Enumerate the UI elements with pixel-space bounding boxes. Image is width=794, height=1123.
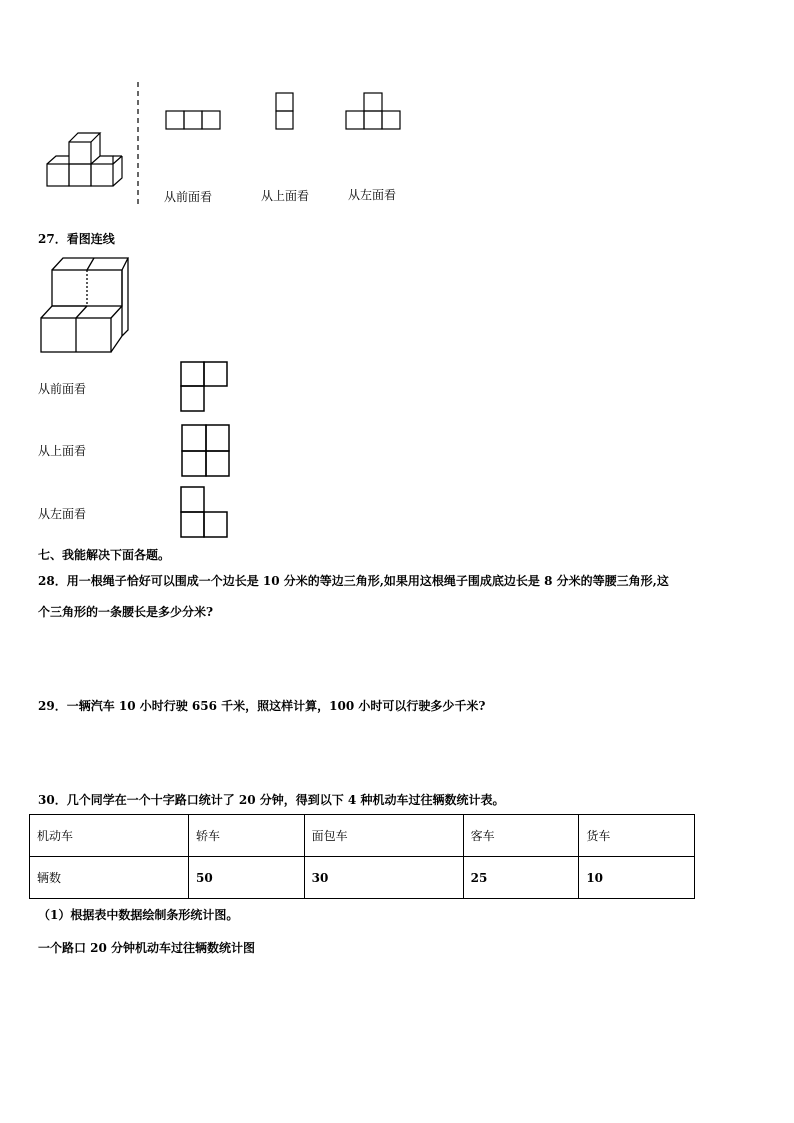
question-27-title: 27．看图连线 [38, 232, 115, 246]
table-header-row [30, 815, 695, 857]
question-29-text: 29．一辆汽车 10 小时行驶 656 千米，照这样计算，100 小时可以行驶多少千米? [38, 699, 486, 713]
table-cell: 50 [189, 857, 305, 899]
vehicle-count-table [29, 814, 695, 899]
table-cell: 辆数 [30, 857, 189, 899]
table-cell: 25 [463, 857, 579, 899]
table-cell: 机动车 [30, 815, 189, 857]
q27-solid-figure [0, 0, 794, 380]
chart-title: 一个路口 20 分钟机动车过往辆数统计图 [38, 941, 256, 955]
table-cell: 10 [579, 857, 695, 899]
q27-view-b [182, 425, 229, 476]
section-7-heading: 七、我能解决下面各题。 [38, 548, 171, 562]
q27-label-front: 从前面看 [38, 382, 87, 396]
q27-view-c [181, 487, 227, 537]
table-cell: 客车 [463, 815, 579, 857]
question-30-intro: 30．几个同学在一个十字路口统计了 20 分钟，得到以下 4 种机动车过往辆数统计表。 [38, 793, 505, 807]
front-view-label: 从前面看 [164, 190, 213, 204]
question-28-line2: 个三角形的一条腰长是多少分米? [38, 605, 214, 619]
q27-label-left: 从左面看 [38, 507, 87, 521]
q27-label-top: 从上面看 [38, 444, 87, 458]
table-cell: 面包车 [304, 815, 463, 857]
table-row [30, 857, 695, 899]
table-cell: 轿车 [189, 815, 305, 857]
q27-view-a [181, 362, 227, 411]
table-cell: 货车 [579, 815, 695, 857]
table-cell: 30 [304, 857, 463, 899]
left-view-label: 从左面看 [348, 188, 397, 202]
question-30-sub1: （1）根据表中数据绘制条形统计图。 [38, 908, 239, 922]
top-view-label: 从上面看 [261, 189, 310, 203]
question-28-line1: 28．用一根绳子恰好可以围成一个边长是 10 分米的等边三角形,如果用这根绳子围成底边长是 8 分米的等腰三角形,这 [38, 574, 669, 588]
